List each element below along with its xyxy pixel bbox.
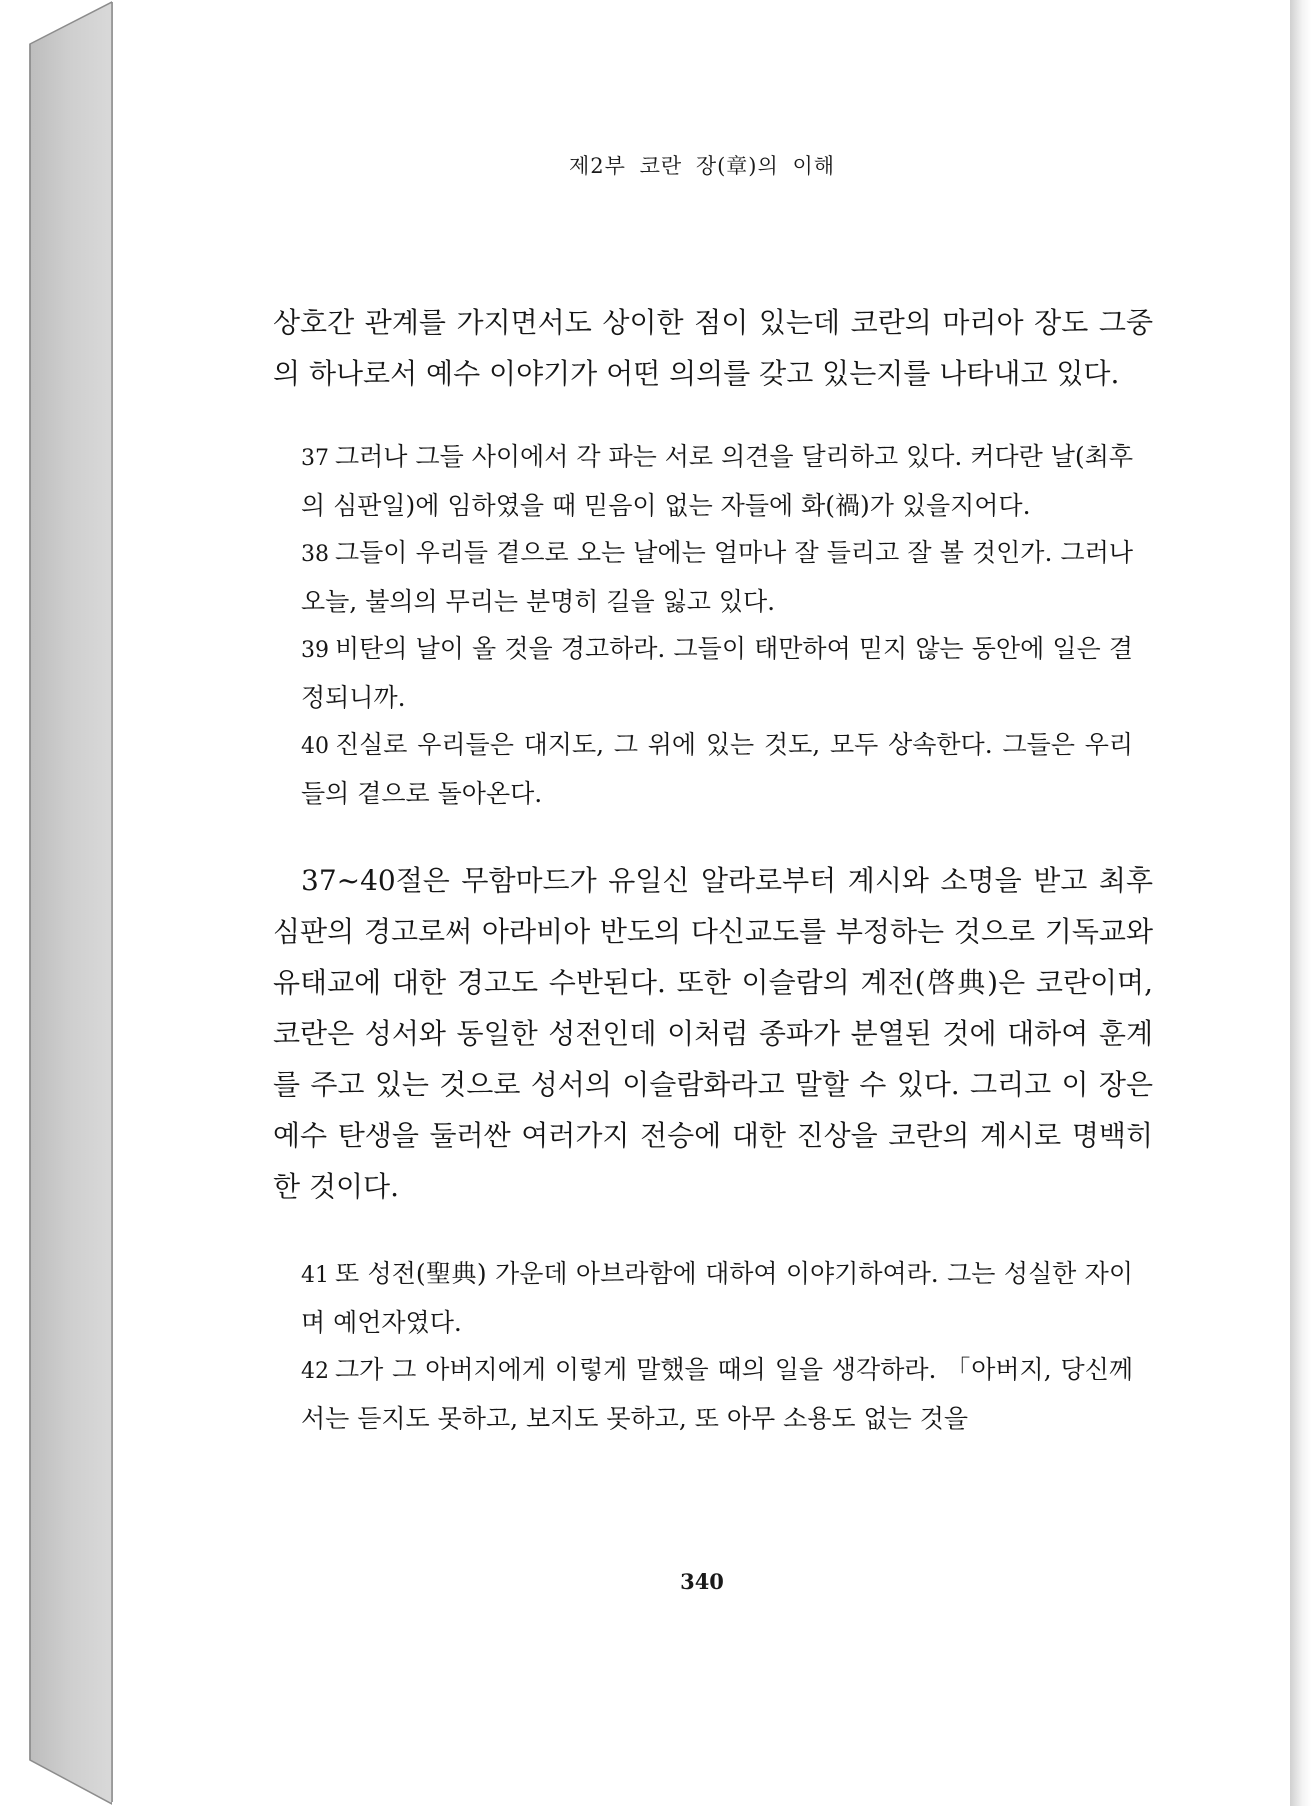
verse-text: 또 성전(聖典) 가운데 아브라함에 대하여 이야기하여라. 그는 성실한 자이며 예언자였다. <box>301 1259 1133 1337</box>
verse-40 <box>301 721 1133 817</box>
commentary-paragraph: 37~40절은 무함마드가 유일신 알라로부터 계시와 소명을 받고 최후 심판의 경고로써 아라비아 반도의 다신교도를 부정하는 것으로 기독교와 유태교에 대한 경고도 수반된다. 또한 이슬람의 계전(啓典)은 코란이며, 코란은 성서와 동일한 성전인데 이처럼 종파가 분열된 것에 대하여 훈계를 주고 있는 것으로 성서의 이슬람화라고 말할 수 있다. 그리고 이 장은 예수 탄생을 둘러싼 여러가지 전승에 대한 진상을 코란의 계시로 명백히 한 것이다. <box>273 864 1153 1203</box>
verse-text: 그러나 그들 사이에서 각 파는 서로 의견을 달리하고 있다. 커다란 날(최후의 심판일)에 임하였을 때 믿음이 없는 자들에 화(禍)가 있을지어다. <box>301 442 1133 520</box>
running-head: 제2부 코란 장(章)의 이해 <box>568 154 836 178</box>
page-number: 340 <box>680 1569 724 1594</box>
intro-paragraph: 상호간 관계를 가지면서도 상이한 점이 있는데 코란의 마리아 장도 그중의 하나로서 예수 이야기가 어떤 의의를 갖고 있는지를 나타내고 있다. <box>273 306 1153 390</box>
verse-41 <box>301 1250 1133 1346</box>
verse-number: 42 <box>301 1359 329 1384</box>
verse-number: 40 <box>301 734 329 759</box>
verse-number: 41 <box>301 1263 329 1288</box>
verse-text: 그들이 우리들 곁으로 오는 날에는 얼마나 잘 들리고 잘 볼 것인가. 그러나 오늘, 불의의 무리는 분명히 길을 잃고 있다. <box>301 538 1133 616</box>
page-content <box>273 297 1153 1442</box>
verse-38 <box>301 529 1133 625</box>
book-spine <box>0 0 112 1806</box>
verse-42 <box>301 1346 1133 1442</box>
verse-39 <box>301 625 1133 721</box>
verse-block-1 <box>273 433 1153 817</box>
verse-text: 그가 그 아버지에게 이렇게 말했을 때의 일을 생각하라. 「아버지, 당신께서는 듣지도 못하고, 보지도 못하고, 또 아무 소용도 없는 것을 <box>301 1355 1133 1433</box>
page <box>112 2 1291 1802</box>
verse-block-2 <box>273 1250 1153 1442</box>
verse-number: 39 <box>301 638 329 663</box>
verse-number: 38 <box>301 542 329 567</box>
page-edge-shadow <box>1290 0 1311 1806</box>
verse-number: 37 <box>301 446 329 471</box>
verse-text: 진실로 우리들은 대지도, 그 위에 있는 것도, 모두 상속한다. 그들은 우리들의 곁으로 돌아온다. <box>301 730 1133 808</box>
verse-text: 비탄의 날이 올 것을 경고하라. 그들이 태만하여 믿지 않는 동안에 일은 결정되니까. <box>301 634 1133 712</box>
verse-37 <box>301 433 1133 529</box>
